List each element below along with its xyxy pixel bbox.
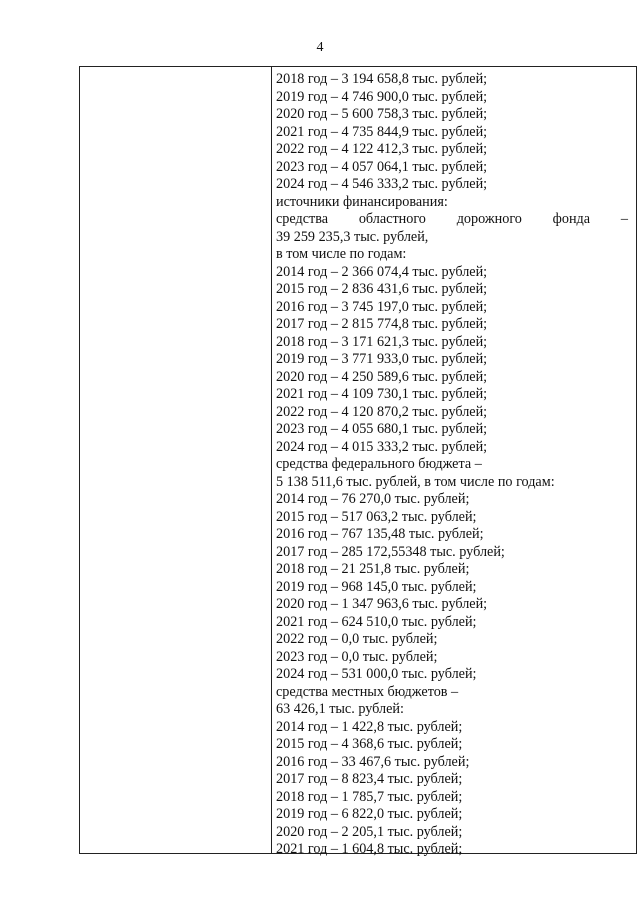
text-line: 2021 год – 4 735 844,9 тыс. рублей;: [276, 123, 488, 140]
text-line: 2023 год – 0,0 тыс. рублей;: [276, 648, 438, 665]
page-number: 4: [316, 40, 324, 55]
text-line: 5 138 511,6 тыс. рублей, в том числе по годам:: [276, 473, 555, 490]
text-line: 39 259 235,3 тыс. рублей,: [276, 228, 429, 245]
document-table: [79, 66, 637, 857]
text-line: 2022 год – 0,0 тыс. рублей;: [276, 631, 438, 647]
text-word: средства: [276, 211, 329, 227]
text-line: 2023 год – 4 057 064,1 тыс. рублей;: [276, 158, 488, 175]
text-word: областного: [358, 211, 426, 227]
text-line: 2021 год – 1 604,8 тыс. рублей;: [276, 841, 463, 857]
text-line: 2024 год – 4 546 333,2 тыс. рублей;: [276, 176, 488, 192]
text-line: 2014 год – 1 422,8 тыс. рублей;: [276, 718, 463, 735]
text-line: 2020 год – 5 600 758,3 тыс. рублей;: [276, 106, 488, 122]
text-line: 2018 год – 3 171 621,3 тыс. рублей;: [276, 333, 488, 350]
text-word: фонда: [552, 211, 591, 227]
text-line: 2022 год – 4 122 412,3 тыс. рублей;: [276, 141, 488, 157]
text-line: 2016 год – 33 467,6 тыс. рублей;: [276, 753, 470, 770]
text-line: 2014 год – 2 366 074,4 тыс. рублей;: [276, 263, 488, 280]
text-line: 2022 год – 4 120 870,2 тыс. рублей;: [276, 403, 488, 420]
text-line: 2020 год – 2 205,1 тыс. рублей;: [276, 823, 463, 840]
text-line: 2018 год – 1 785,7 тыс. рублей;: [276, 788, 463, 805]
text-line: средства местных бюджетов –: [276, 683, 459, 700]
text-line: 2016 год – 3 745 197,0 тыс. рублей;: [276, 298, 488, 315]
text-line: 63 426,1 тыс. рублей:: [276, 701, 404, 717]
text-line: 2017 год – 285 172,55348 тыс. рублей;: [276, 543, 505, 560]
text-line: 2024 год – 531 000,0 тыс. рублей;: [276, 666, 477, 682]
text-line: средства федерального бюджета –: [276, 456, 482, 472]
text-line: 2014 год – 76 270,0 тыс. рублей;: [276, 491, 470, 507]
text-line: 2018 год – 21 251,8 тыс. рублей;: [276, 561, 470, 577]
text-line: 2015 год – 2 836 431,6 тыс. рублей;: [276, 281, 488, 297]
text-line: 2015 год – 517 063,2 тыс. рублей;: [276, 508, 477, 525]
text-line: 2019 год – 6 822,0 тыс. рублей;: [276, 806, 463, 822]
column-divider: [271, 67, 272, 853]
text-line: [276, 211, 628, 229]
text-line: источники финансирования:: [276, 193, 448, 210]
text-line: 2019 год – 4 746 900,0 тыс. рублей;: [276, 88, 488, 105]
text-line: 2017 год – 8 823,4 тыс. рублей;: [276, 771, 463, 787]
text-word: дорожного: [456, 211, 522, 227]
text-line: 2020 год – 1 347 963,6 тыс. рублей;: [276, 596, 488, 612]
text-line: 2017 год – 2 815 774,8 тыс. рублей;: [276, 316, 488, 332]
text-line: 2023 год – 4 055 680,1 тыс. рублей;: [276, 421, 488, 437]
text-word: –: [620, 211, 628, 227]
financing-text-cell: [276, 71, 628, 859]
text-line: 2021 год – 4 109 730,1 тыс. рублей;: [276, 386, 488, 402]
text-line: 2016 год – 767 135,48 тыс. рублей;: [276, 526, 484, 542]
text-line: в том числе по годам:: [276, 246, 407, 262]
text-line: 2021 год – 624 510,0 тыс. рублей;: [276, 613, 477, 630]
text-line: 2024 год – 4 015 333,2 тыс. рублей;: [276, 438, 488, 455]
text-line: 2015 год – 4 368,6 тыс. рублей;: [276, 736, 463, 752]
text-line: 2018 год – 3 194 658,8 тыс. рублей;: [276, 71, 488, 87]
text-line: 2019 год – 968 145,0 тыс. рублей;: [276, 578, 477, 595]
text-line: 2019 год – 3 771 933,0 тыс. рублей;: [276, 351, 488, 367]
text-line: 2020 год – 4 250 589,6 тыс. рублей;: [276, 368, 488, 385]
